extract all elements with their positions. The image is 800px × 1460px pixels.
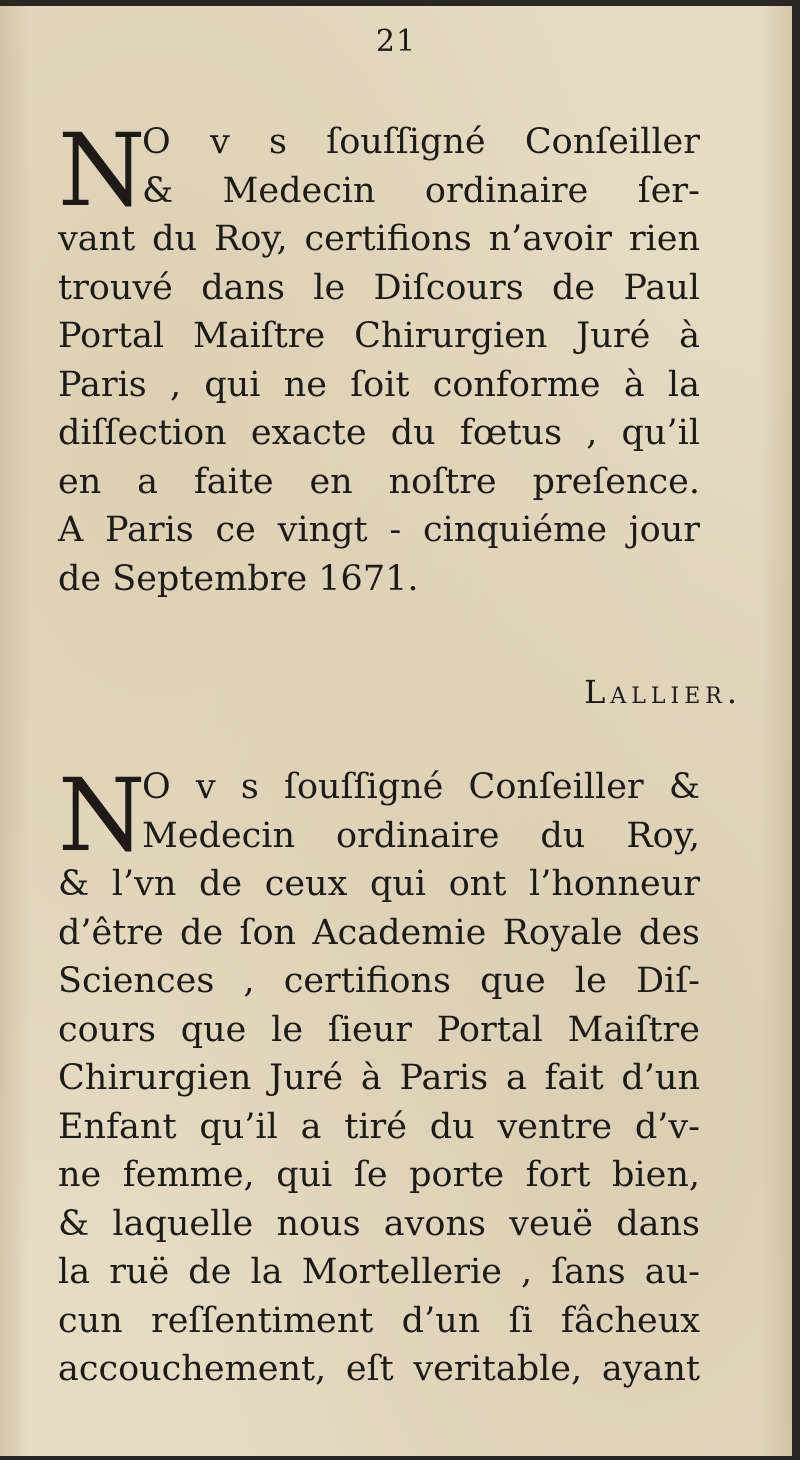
text-line: cours que le ſieur Portal Maiſtre [58, 1009, 700, 1050]
text-line: ne femme, qui ſe porte fort bien, [58, 1155, 700, 1195]
text-line: & l’vn de ceux qui ont l’honneur [58, 864, 700, 904]
certificate-paragraph-1 [58, 112, 700, 603]
text-line: d’être de ſon Academie Royale des [58, 912, 700, 953]
text-line: O v s ſouſſigné Conſeiller [142, 122, 700, 162]
text-line: Enfant qu’il a tiré du ventre d’v- [58, 1106, 700, 1147]
text-line: A Paris ce vingt - cinquiéme jour [58, 510, 700, 550]
drop-cap-letter: N [58, 757, 146, 874]
text-line: trouvé dans le Diſcours de Paul [58, 267, 700, 308]
text-line: Sciences , certifions que le Diſ- [58, 961, 700, 1001]
text-line: la ruë de la Mortellerie , ſans au- [58, 1252, 700, 1292]
text-line: en a faite en noſtre preſence. [58, 461, 700, 502]
text-line: Chirurgien Juré à Paris a fait d’un [58, 1058, 700, 1098]
page-number: 21 [375, 24, 417, 59]
text-line: vant du Roy, certifions n’avoir rien [58, 219, 700, 259]
text-line: cun reſſentiment d’un ſi fâcheux [58, 1300, 700, 1341]
book-page [0, 6, 792, 1456]
text-line: O v s ſouſſigné Conſeiller & [142, 767, 700, 807]
text-line: de Septembre 1671. [58, 558, 419, 599]
certificate-paragraph-2 [58, 757, 700, 1394]
text-line: accouchement, eſt veritable, ayant [58, 1349, 700, 1389]
text-line: diſſection exacte du fœtus , qu’il [58, 413, 700, 453]
text-line: & laquelle nous avons veuë dans [58, 1203, 700, 1244]
signature-lallier: Lallier. [584, 673, 742, 711]
text-line: & Medecin ordinaire ſer- [142, 170, 700, 211]
text-line: Paris , qui ne ſoit conforme à la [58, 364, 700, 405]
text-line: Portal Maiſtre Chirurgien Juré à [58, 316, 700, 356]
drop-cap-letter: N [58, 112, 146, 229]
text-line: Medecin ordinaire du Roy, [142, 815, 700, 856]
